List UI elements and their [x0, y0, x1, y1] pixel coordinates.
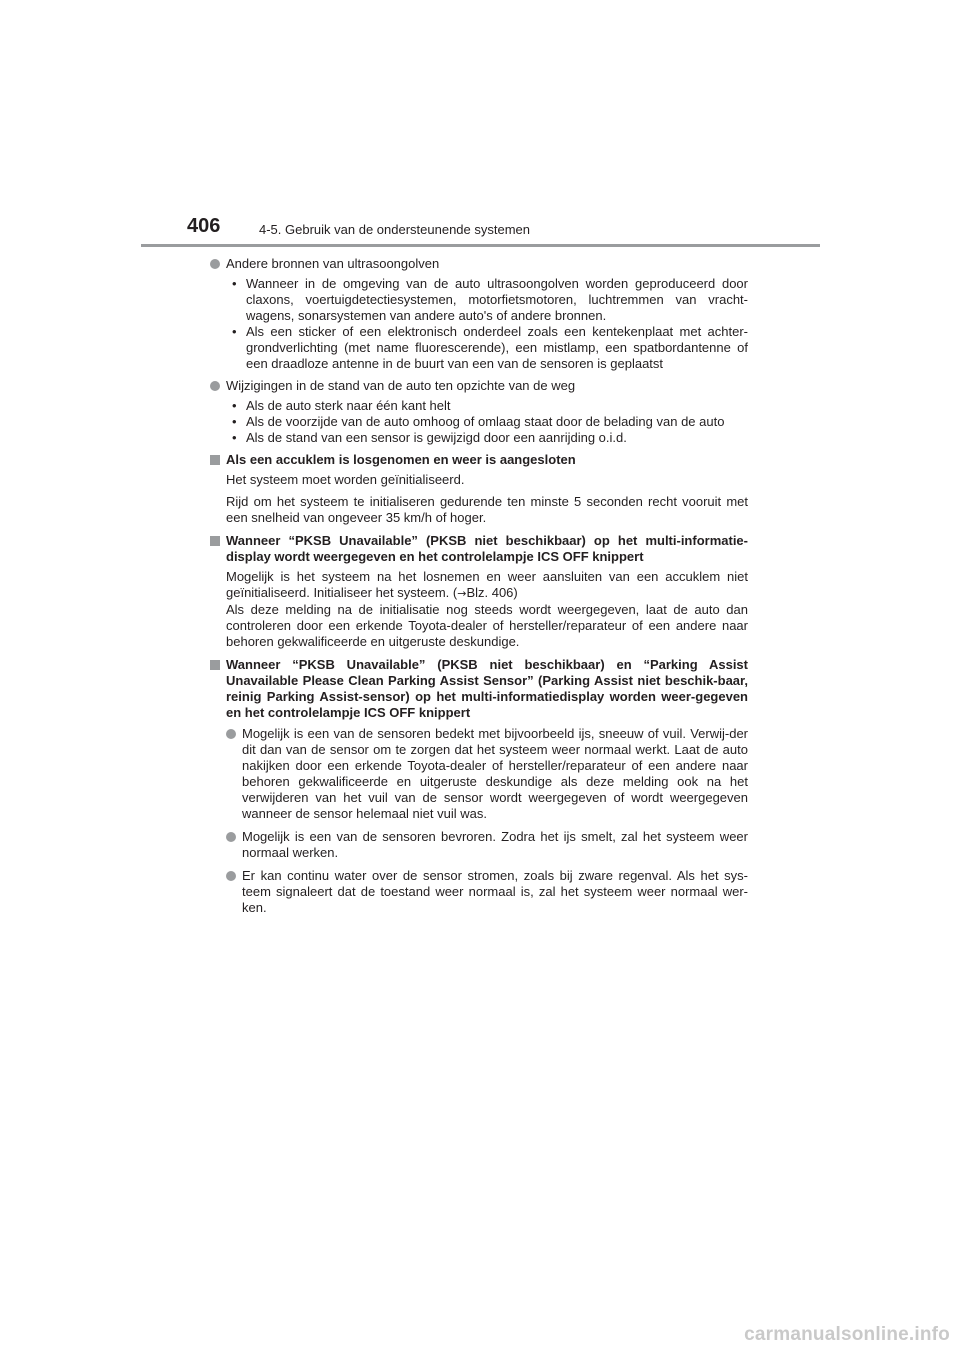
paragraph: Mogelijk is het systeem na het losnemen en weer aansluiten van een accuklem niet geïnitialiseerd. Initialiseer het systeem. (→Blz. 406): [226, 569, 748, 600]
circle-bullet-icon: [226, 871, 236, 881]
section-heading: Als een accuklem is losgenomen en weer is aangesloten: [226, 452, 576, 467]
page-reference-link[interactable]: Blz. 406): [466, 585, 518, 600]
bullet-item-sensor-frozen: Mogelijk is een van de sensoren bevroren. Zodra het ijs smelt, zal het systeem weer normaal werken.: [226, 829, 748, 861]
dot-bullet-icon: •: [232, 324, 237, 339]
bullet-item-sensor-dirty: Mogelijk is een van de sensoren bedekt met bijvoorbeeld ijs, sneeuw of vuil. Verwij-der dit dan van de sensor om te zorgen dat het systeem weer normaal werkt. Laat de auto nakijken door een erkende Toyota-dealer of hersteller/reparateur of een andere naar behoren gekwalificeerde en uitgeruste deskundige als deze melding ook na het verwijderen van het vuil van de sensor wordt weergegeven of wordt weergegeven wanneer de sensor helemaal niet vuil was.: [226, 726, 748, 822]
bullet-item-ultrasonic-sources: [210, 256, 748, 372]
list-item: • Als de auto sterk naar één kant helt: [232, 398, 451, 413]
dot-bullet-icon: •: [232, 414, 237, 429]
paragraph: Rijd om het systeem te initialiseren gedurende ten minste 5 seconden recht vooruit met een snelheid van ongeveer 35 km/h of hoger.: [226, 494, 748, 525]
list-item: • Als de stand van een sensor is gewijzigd door een aanrijding o.i.d.: [232, 430, 627, 445]
square-bullet-icon: [210, 455, 220, 465]
dot-bullet-icon: •: [232, 430, 237, 445]
bullet-item-sensor-water: Er kan continu water over de sensor stromen, zoals bij zware regenval. Als het sys-teem signaleert dat de toestand weer normaal is, zal het systeem weer normaal wer-ken.: [226, 868, 748, 916]
circle-bullet-icon: [226, 729, 236, 739]
dot-bullet-icon: •: [232, 398, 237, 413]
watermark: carmanualsonline.info: [744, 1324, 950, 1345]
paragraph: Het systeem moet worden geïnitialiseerd.: [226, 472, 465, 487]
item-title: Wijzigingen in de stand van de auto ten opzichte van de weg: [226, 378, 576, 393]
arrow-right-icon: →: [457, 587, 467, 600]
sub-list: [226, 276, 748, 372]
circle-bullet-icon: [210, 381, 220, 391]
item-title: Andere bronnen van ultrasoongolven: [226, 256, 440, 271]
section-battery-terminal: [210, 452, 748, 526]
sub-list: [226, 398, 748, 446]
section-heading: Wanneer “PKSB Unavailable” (PKSB niet beschikbaar) en “Parking Assist Unavailable Please Clean Parking Assist Sensor” (Parking Assist niet beschik-baar, reinig Parking Assist-sensor) op het multi-informatiedisplay worden weer-gegeven en het controlelampje ICS OFF knippert: [226, 657, 748, 720]
bullet-item-vehicle-position: [210, 378, 748, 446]
list-item: • Als de voorzijde van de auto omhoog of omlaag staat door de belading van de auto: [232, 414, 725, 429]
list-item: • Wanneer in de omgeving van de auto ultrasoongolven worden geproduceerd door claxons, voertuigdetectiesystemen, motorfietsmotoren, luchtremmen van vracht-wagens, sonarsystemen van andere auto's of andere bronnen.: [232, 276, 748, 323]
list-item: • Als een sticker of een elektronisch onderdeel zoals een kentekenplaat met achter-grondverlichting (met name fluorescerende), een mistlamp, een spatbordantenne of een draadloze antenne in de buurt van een van de sensoren is geplaatst: [232, 324, 748, 371]
page-content: [210, 256, 748, 916]
paragraph: Als deze melding na de initialisatie nog steeds wordt weergegeven, laat de auto dan controleren door een erkende Toyota-dealer of hersteller/reparateur of een andere naar behoren gekwalificeerde en uitgeruste deskundige.: [226, 602, 748, 649]
section-heading: Wanneer “PKSB Unavailable” (PKSB niet beschikbaar) op het multi-informatie-display wordt weergegeven en het controlelampje ICS OFF knippert: [226, 533, 748, 564]
section-title: 4-5. Gebruik van de ondersteunende systemen: [259, 222, 531, 237]
square-bullet-icon: [210, 536, 220, 546]
dot-bullet-icon: •: [232, 276, 237, 291]
circle-bullet-icon: [210, 259, 220, 269]
page-number: 406: [187, 215, 221, 237]
section-pksb-unavailable: [210, 533, 748, 650]
square-bullet-icon: [210, 660, 220, 670]
circle-bullet-icon: [226, 832, 236, 842]
header-rule: [141, 244, 820, 247]
section-pksb-and-parking-assist-unavailable: [210, 657, 748, 916]
